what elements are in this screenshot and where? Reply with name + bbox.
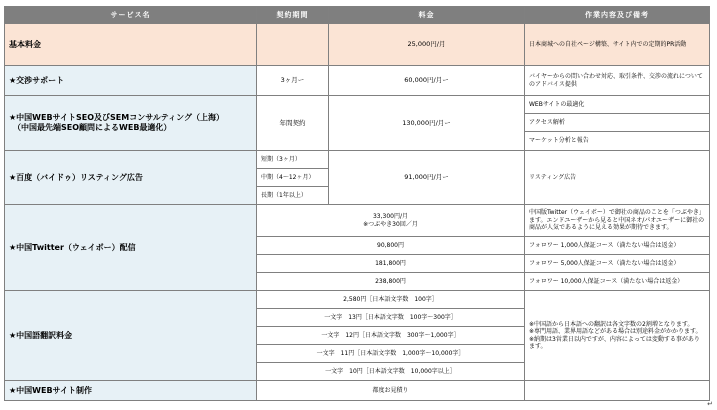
header-service[interactable]: サービス名	[5, 7, 257, 24]
row-website	[5, 381, 710, 401]
content-base[interactable]: 日本商城への自社ページ構築、サイト内での定期的PR活動	[525, 24, 710, 66]
content-seo-item[interactable]: アクセス解析	[525, 114, 710, 132]
content-seo-item[interactable]: マーケット分析と報告	[525, 132, 710, 151]
content-weibo[interactable]: フォロワー 10,000人保証コース（満たない場合は返金）	[525, 273, 710, 291]
price-base[interactable]: 25,000円/月	[329, 24, 525, 66]
price-weibo[interactable]: 238,800円	[257, 273, 525, 291]
row-weibo	[5, 205, 710, 237]
period-baidu[interactable]: 長期（1年以上）	[257, 187, 329, 205]
price-website[interactable]: 都度お見積り	[257, 381, 525, 401]
price-translation[interactable]: 一文字 11円［日本語文字数 1,000字～10,000字］	[257, 345, 525, 363]
price-baidu[interactable]: 91,000円/月ー	[329, 151, 525, 205]
content-baidu[interactable]: リスティング広告	[525, 151, 710, 205]
price-translation[interactable]: 一文字 12円［日本語文字数 300字～1,000字］	[257, 327, 525, 345]
service-seo-line2: （中国最先端SEO顧問によるWEB最適化）	[13, 123, 172, 132]
price-negotiation[interactable]: 60,000円/月ー	[329, 66, 525, 96]
service-seo-line1: ★中国WEBサイトSEO及びSEMコンサルティング（上海）	[9, 113, 225, 122]
row-translation	[5, 291, 710, 309]
price-weibo-line1: 33,300円/月	[372, 213, 409, 220]
content-negotiation[interactable]: バイヤーからの問い合わせ対応、取引条件、交渉の流れについてのアドバイス提供	[525, 66, 710, 96]
content-weibo-main[interactable]: 中国版Twitter（ウェイボー）で御社の商品のことを「つぶやき」ます。エンドユーザーから見ると中国ネオ/パオユーザーに御社の商品が人気であるように見える効果が期待できます。	[525, 205, 710, 237]
period-seo[interactable]: 年間契約	[257, 96, 329, 151]
price-translation[interactable]: 2,580円［日本語文字数 100字］	[257, 291, 525, 309]
row-seo	[5, 96, 710, 114]
price-weibo-line2: ※つぶやき30回／月	[363, 220, 418, 228]
price-seo[interactable]: 130,000円/月ー	[329, 96, 525, 151]
translation-note: ※納期は3営業日以内ですが、内容によっては変動する事があります。	[529, 335, 700, 350]
price-translation[interactable]: 一文字 13円［日本語文字数 100字～300字］	[257, 309, 525, 327]
service-negotiation[interactable]: ★交渉サポート	[5, 66, 257, 96]
row-baidu	[5, 151, 710, 169]
period-negotiation[interactable]: 3ヶ月ー	[257, 66, 329, 96]
header-period[interactable]: 契約期間	[257, 7, 329, 24]
price-weibo-main[interactable]	[257, 205, 525, 237]
translation-note: ※専門用語、業界用語などがある場合は別途料金がかかります。	[529, 328, 702, 335]
header-content[interactable]: 作業内容及び備考	[525, 7, 710, 24]
service-base[interactable]: 基本料金	[5, 24, 257, 66]
content-translation[interactable]	[525, 291, 710, 381]
service-website[interactable]: ★中国WEBサイト制作	[5, 381, 257, 401]
row-base	[5, 24, 710, 66]
price-table	[4, 6, 710, 401]
service-seo[interactable]	[5, 96, 257, 151]
service-translation[interactable]: ★中国語翻訳料金	[5, 291, 257, 381]
price-translation[interactable]: 一文字 10円［日本語文字数 10,000字以上］	[257, 363, 525, 381]
header-price[interactable]: 料金	[329, 7, 525, 24]
translation-note: ※中国語から日本語への翻訳は各文字数の2割増となります。	[529, 320, 694, 328]
period-base[interactable]	[257, 24, 329, 66]
service-weibo[interactable]: ★中国Twitter（ウェイボー）配信	[5, 205, 257, 291]
service-baidu[interactable]: ★百度（バイドゥ）リスティング広告	[5, 151, 257, 205]
price-weibo[interactable]: 181,800円	[257, 255, 525, 273]
content-seo-item[interactable]: WEBサイトの最適化	[525, 96, 710, 114]
period-baidu[interactable]: 中期（4～12ヶ月）	[257, 169, 329, 187]
content-weibo[interactable]: フォロワー 5,000人保証コース（満たない場合は返金）	[525, 255, 710, 273]
paragraph-mark-icon: ↵	[707, 400, 713, 408]
header-row	[5, 7, 710, 24]
content-website[interactable]	[525, 381, 710, 401]
period-baidu[interactable]: 短期（3ヶ月）	[257, 151, 329, 169]
price-weibo[interactable]: 90,800円	[257, 237, 525, 255]
content-weibo[interactable]: フォロワー 1,000人保証コース（満たない場合は返金）	[525, 237, 710, 255]
row-negotiation	[5, 66, 710, 96]
